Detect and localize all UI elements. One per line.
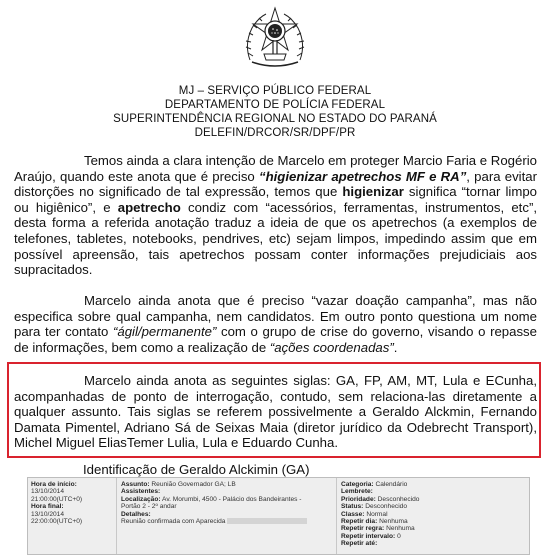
p2-text-1: Marcelo ainda anota que é preciso “vazar doação campanha”, mas não especifica sobre qual campanha, nem candidatos. Em outro ponto questiona um nome para ter contato [14, 293, 537, 340]
end-time: 22:00:00(UTC+0) [31, 518, 83, 526]
repeat-until-label: Repetir até: [341, 540, 378, 548]
p3-text: Marcelo ainda anota as seguintes siglas: GA, FP, AM, MT, Lula e ECunha, acompanhadas de ponto de interrogação, contudo, sem relaciona-las diretamente a qualquer assunto. Tais siglas se referem possivelmente a Geraldo Alckmin, Fernando Damata Pimentel, Adriano Sá de Seixas Maia (diretor jurídico da Odebrecht Transport), Michel Miguel EliasTemer Lulia, Lula e Eduardo Cunha. [14, 373, 537, 451]
redacted-name [227, 518, 307, 524]
repeat-rule-value: Nenhuma [386, 525, 415, 533]
p1-text-2: , para evitar distorções no significado de tal expressão, temos que [14, 168, 538, 200]
p1-bold-apetrecho: apetrecho [117, 199, 181, 215]
repeat-day-label: Repetir dia: [341, 518, 378, 526]
class-value: Normal [366, 510, 388, 518]
repeat-day-value: Nenhuma [379, 518, 408, 526]
status-label: Status: [341, 503, 364, 511]
start-time: 21:00:00(UTC+0) [31, 495, 83, 503]
class-label: Classe: [341, 510, 365, 518]
p1-bold-higienizar: higienizar [342, 184, 404, 200]
calendar-properties-column [341, 481, 526, 548]
priority-label: Prioridade: [341, 495, 376, 503]
repeat-rule-label: Repetir regra: [341, 525, 385, 533]
end-date: 13/10/2014 [31, 510, 65, 518]
header-department: DEPARTAMENTO DE POLÍCIA FEDERAL [164, 99, 386, 111]
p2-italic-acoes: “ações coordenadas” [269, 339, 394, 355]
p2-italic-agil: “ágil/permanente” [112, 324, 217, 340]
p1-text-3: significa “tornar limpo ou higiênico”, e [14, 184, 537, 215]
calendar-column-divider [116, 478, 117, 554]
subject-label: Assunto: [121, 481, 150, 488]
paragraph-siglas [14, 373, 537, 451]
calendar-details-column [121, 481, 321, 525]
paragraph-higienizar [14, 153, 537, 278]
p1-text-4: condiz com “acessórios, ferramentas, instrumentos, etc”, desta forma a referida anotação traduz a ideia de que os apetrechos (a exemplos de telefones, tabletes, notebooks, pendrives, etc) sejam limpos, impedindo assim que em possível apreensão, tais apetrechos possam conter informações prejudiciais aos supracitados. [14, 199, 537, 278]
details-value: Reunião confirmada com Aparecida [121, 518, 226, 526]
p1-bold-quote: “higienizar apetrechos MF e RA” [258, 168, 467, 184]
category-label: Categoria: [341, 481, 374, 488]
location-line-2: Portão 2 - 2º andar [121, 503, 177, 511]
paragraph-vazar-doacao [14, 293, 537, 355]
calendar-time-column [31, 481, 113, 525]
header-division: DELEFIN/DRCOR/SR/DPF/PR [194, 127, 356, 139]
p2-text-2: com o grupo de crise do governo, visando o repasse de informações, bem como a realização de [14, 324, 537, 355]
category-value: Calendário [375, 481, 408, 488]
location-line-1: Av. Morumbi, 4500 - Palácio dos Bandeirantes - [162, 495, 302, 503]
calendar-entry-screenshot [27, 477, 530, 555]
attendees-label: Assistentes: [121, 488, 161, 496]
figure-caption: Identificação de Geraldo Alckimin (GA) [83, 462, 310, 477]
p1-text-1: Temos ainda a clara intenção de Marcelo em proteger Marcio Faria e Rogério Araújo, quando este anota que é preciso [14, 153, 537, 184]
start-date: 13/10/2014 [31, 488, 65, 496]
priority-value: Desconhecido [377, 495, 420, 503]
subject-value: Reunião Governador GA; LB [151, 481, 236, 488]
repeat-interval-value: 0 [397, 532, 401, 540]
status-value: Desconhecido [365, 503, 407, 511]
end-label: Hora final: [31, 503, 64, 511]
brazil-coat-of-arms-icon [240, 4, 310, 74]
header-ministry: MJ – SERVIÇO PÚBLICO FEDERAL [178, 85, 372, 97]
calendar-column-divider [336, 478, 337, 554]
location-label: Localização: [121, 495, 161, 503]
p2-text-3: . [393, 339, 398, 355]
details-label: Detalhes: [121, 510, 151, 518]
header-superintendency: SUPERINTENDÊNCIA REGIONAL NO ESTADO DO PARANÁ [113, 113, 437, 125]
start-label: Hora de início: [31, 481, 77, 488]
reminder-label: Lembrete: [341, 488, 373, 496]
repeat-interval-label: Repetir intervalo: [341, 532, 396, 540]
